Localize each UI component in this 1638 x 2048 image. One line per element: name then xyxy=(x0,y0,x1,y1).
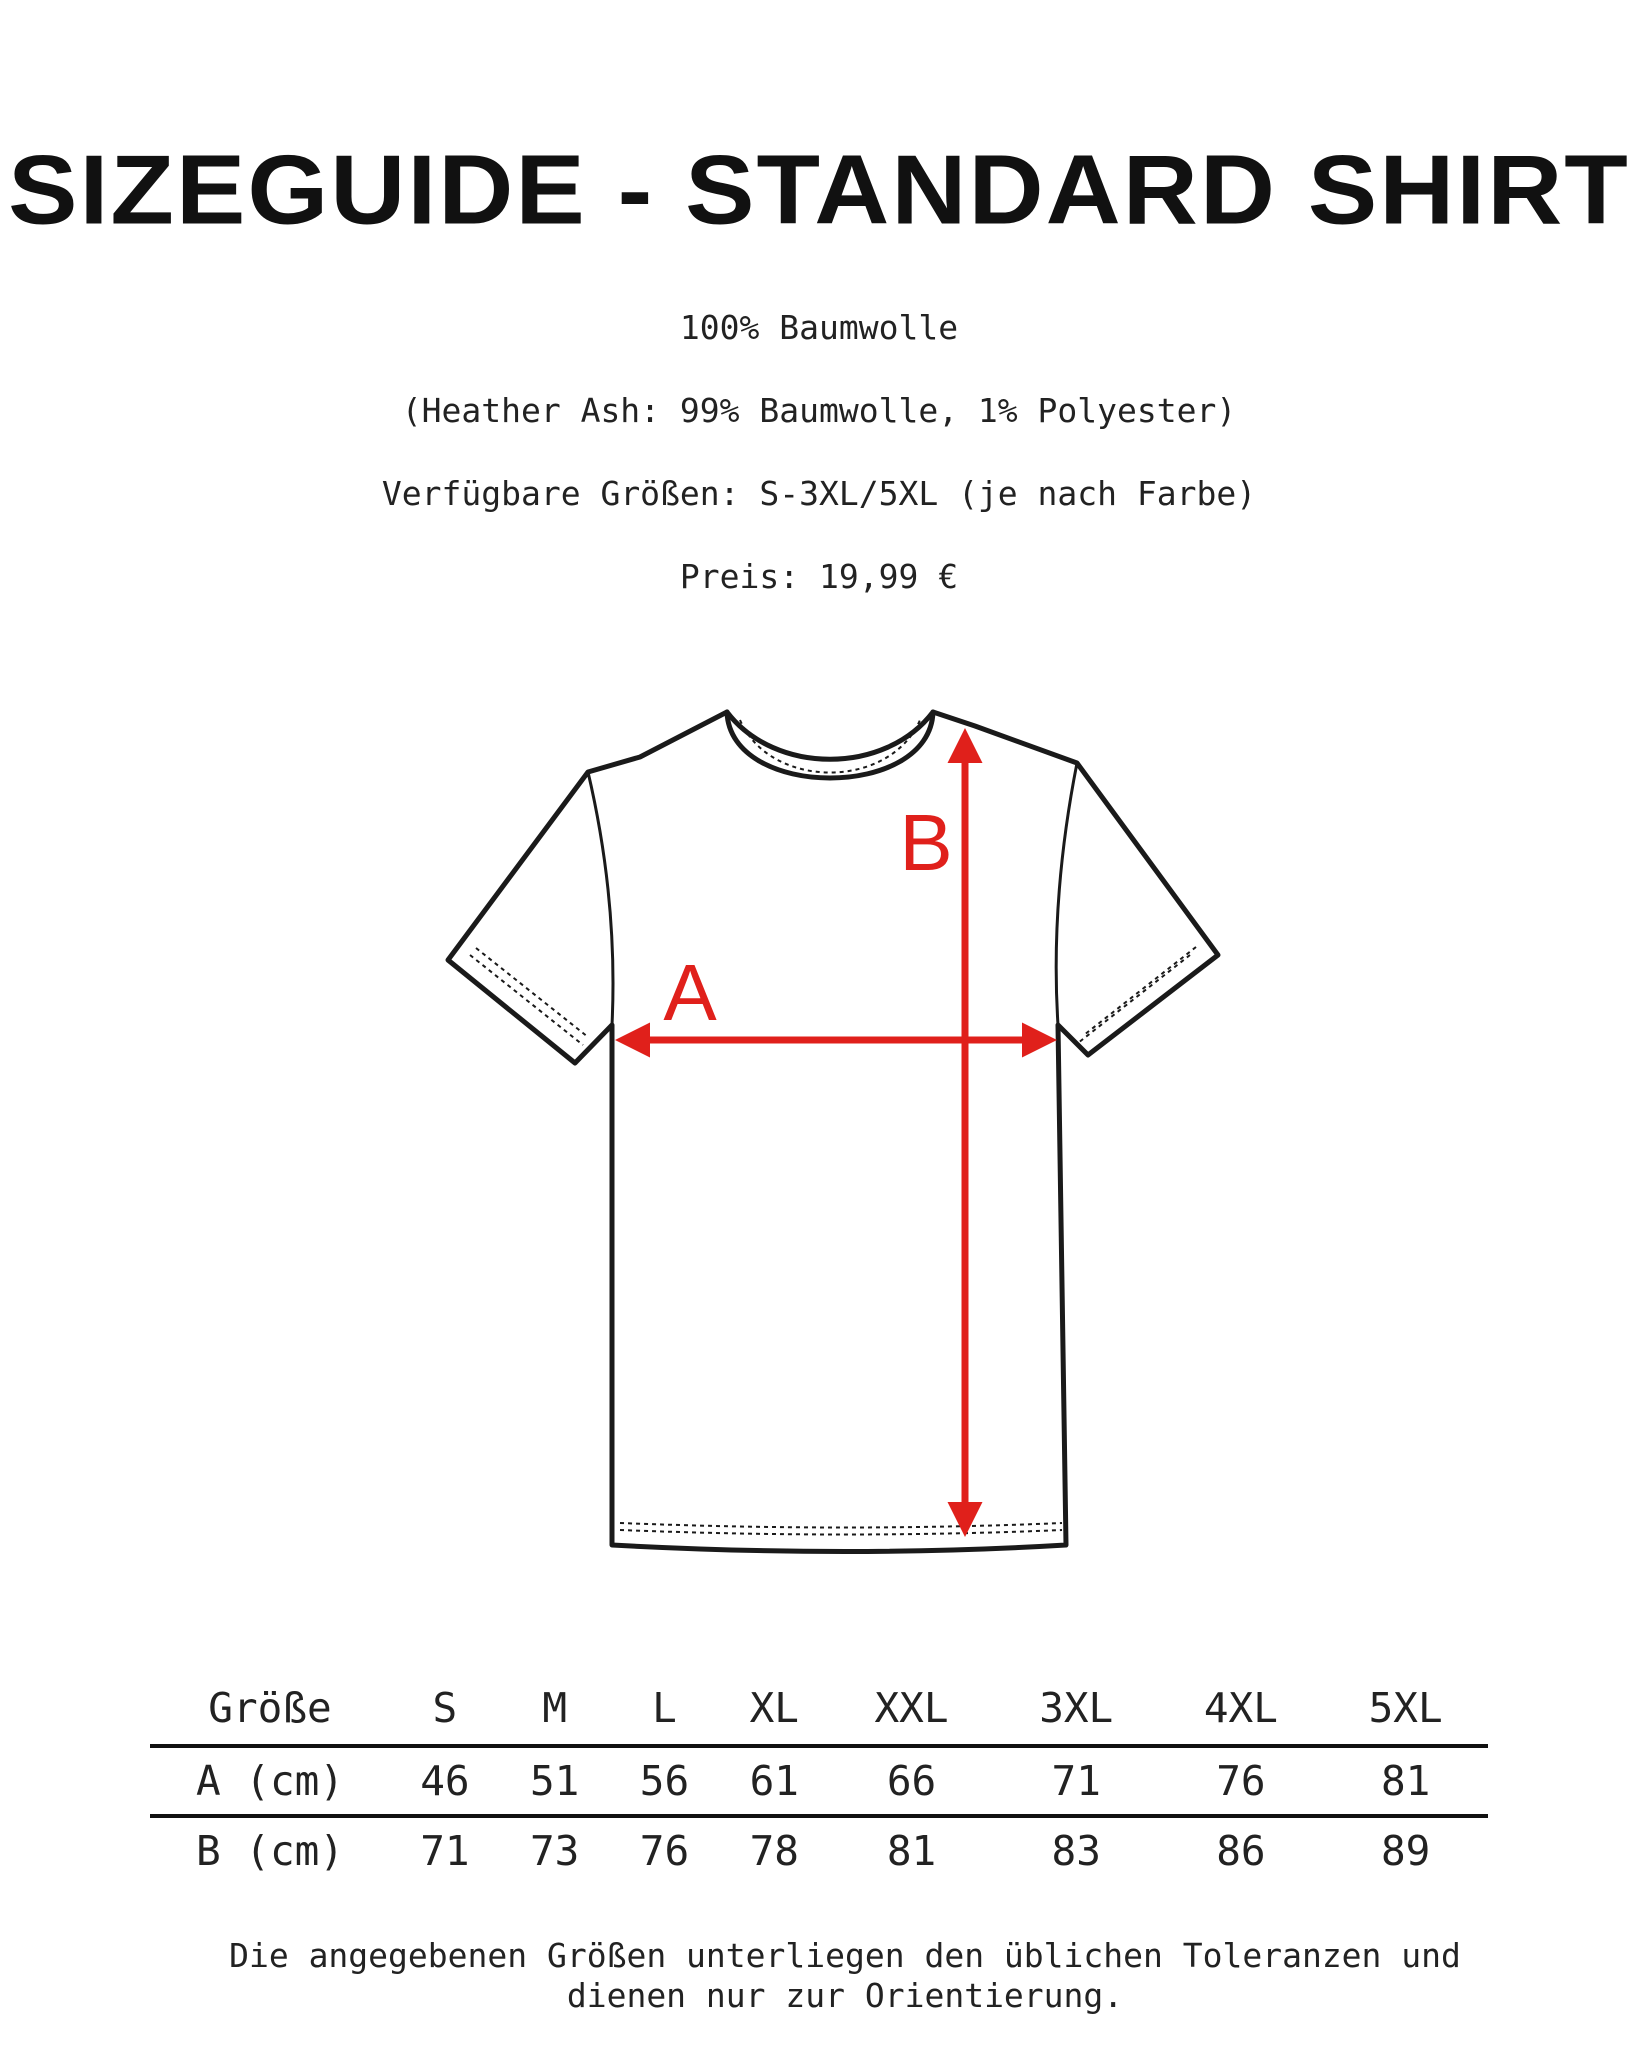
table-cell: A (cm) xyxy=(150,1746,390,1816)
table-cell: 81 xyxy=(886,1827,937,1875)
table-cell: 56 xyxy=(610,1746,720,1816)
table-cell: 76 xyxy=(639,1827,690,1875)
table-cell: B (cm) xyxy=(195,1827,345,1875)
table-header-cell: 4XL xyxy=(1159,1684,1324,1746)
table-header-cell: 3XL xyxy=(994,1684,1159,1746)
table-header-cell: S xyxy=(390,1684,500,1746)
table-header-cell: Größe xyxy=(150,1684,390,1746)
material-info: 100% Baumwolle xyxy=(679,308,959,347)
table-cell: 61 xyxy=(719,1746,829,1816)
table-row xyxy=(150,1746,1488,1816)
table-cell: 78 xyxy=(749,1827,799,1875)
table-cell: 71 xyxy=(420,1827,470,1875)
tshirt-measurement-diagram xyxy=(430,690,1250,1570)
table-cell: 89 xyxy=(1380,1827,1431,1875)
page-title: SIZEGUIDE - STANDARD SHIRT xyxy=(8,134,1630,246)
table-header-cell: 5XL xyxy=(1323,1684,1488,1746)
measure-a-label: A xyxy=(663,948,717,1037)
table-header-cell: M xyxy=(500,1684,610,1746)
table-cell: 66 xyxy=(829,1746,994,1816)
table-cell: 73 xyxy=(530,1827,580,1875)
table-cell: 76 xyxy=(1159,1746,1324,1816)
price-info: Preis: 19,99 € xyxy=(679,557,959,596)
heather-info: (Heather Ash: 99% Baumwolle, 1% Polyester) xyxy=(401,391,1237,430)
table-cell: 51 xyxy=(500,1746,610,1816)
table-row xyxy=(150,1816,1488,1884)
table-cell: 83 xyxy=(1051,1827,1101,1875)
table-cell: 86 xyxy=(1216,1827,1266,1875)
measure-b-label: B xyxy=(899,798,953,887)
table-header-cell: XL xyxy=(719,1684,829,1746)
sizes-available-info: Verfügbare Größen: S-3XL/5XL (je nach Farbe) xyxy=(381,474,1257,513)
table-header-row xyxy=(150,1684,1488,1746)
tshirt-outline-icon xyxy=(448,712,1218,1552)
table-header-cell: L xyxy=(610,1684,720,1746)
size-table xyxy=(150,1684,1488,1884)
table-cell: 46 xyxy=(390,1746,500,1816)
table-cell: 81 xyxy=(1323,1746,1488,1816)
table-header-cell: XXL xyxy=(829,1684,994,1746)
table-cell: 71 xyxy=(994,1746,1159,1816)
tolerance-footnote: Die angegebenen Größen unterliegen den üblichen Toleranzen und dienen nur zur Orientierung. xyxy=(229,1936,1461,2015)
